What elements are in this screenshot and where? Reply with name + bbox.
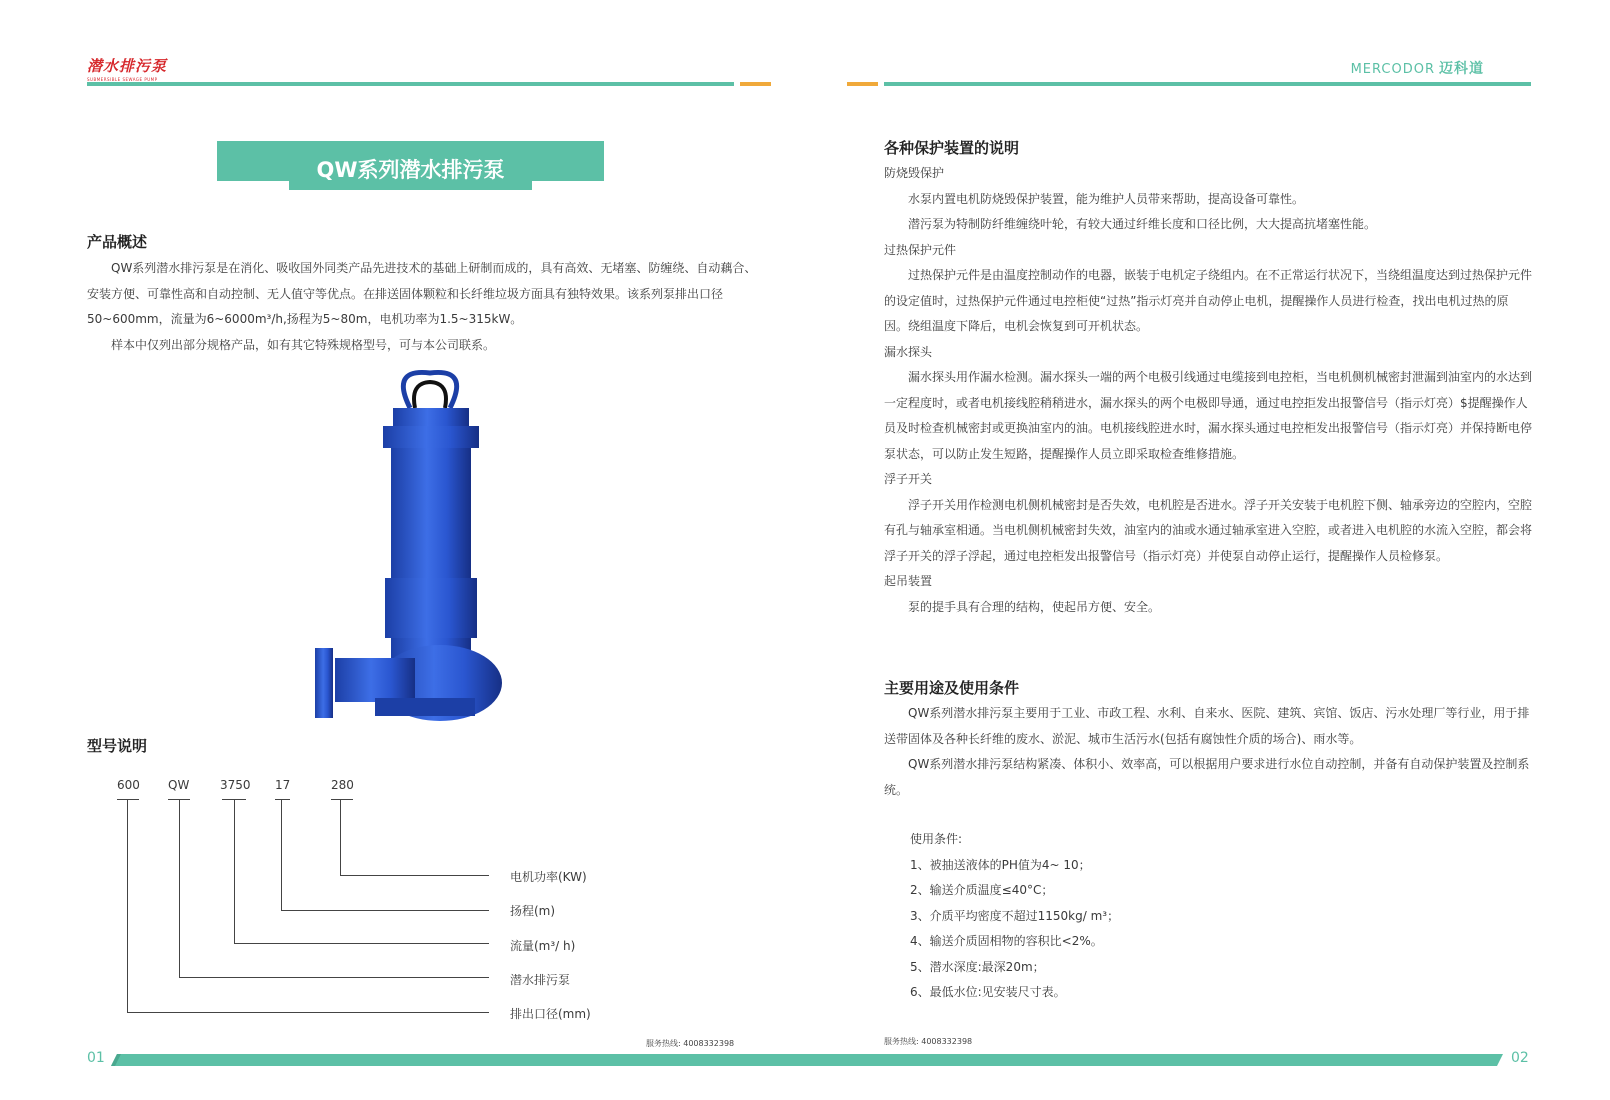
model-leader-h-diameter <box>127 1012 489 1013</box>
model-code-diameter: 600 <box>117 778 140 792</box>
logo <box>87 55 167 82</box>
model-leader-v-head <box>281 799 282 910</box>
model-label-head: 扬程(m) <box>510 904 556 918</box>
model-leader-v-power <box>340 799 341 875</box>
brand-en: MERCODOR <box>1350 62 1435 77</box>
condition-item-2: 2、输送介质温度≤40°C； <box>910 883 1054 897</box>
section-title-lifting: 起吊装置 <box>884 574 933 588</box>
lifting-paragraph: 泵的提手具有合理的结构，使起吊方便、安全。 <box>908 599 1161 614</box>
section-title-overheat: 过热保护元件 <box>884 242 957 257</box>
float-paragraph: 浮子开关用作检测电机侧机械密封是否失效，电机腔是否进水。浮子开关安装于电机腔下侧、轴承旁边的空腔内，空腔有孔与轴承室相通。当电机侧机械密封失效，油室内的油或水通过轴承室进入空腔，或者进入电机腔的水流入空腔，都会将浮子开关的浮子浮起，通过电控柜发出报警信号（指示灯亮）并使泵自动停止运行，提醒操作人员检修泵。 <box>884 497 1533 563</box>
burnout-paragraph-2: 潜污泵为特制防纤维缠绕叶轮，有较大通过纤维长度和口径比例，大大提高抗堵塞性能。 <box>908 217 1377 231</box>
model-leader-h-series <box>179 977 489 978</box>
condition-item-5: 5、潜水深度:最深20m； <box>910 959 1045 974</box>
header-rule-left <box>87 82 734 86</box>
model-leader-h-head <box>281 910 489 911</box>
protection-text <box>884 161 1532 620</box>
page-number-right: 02 <box>1511 1050 1529 1066</box>
brand <box>1351 58 1484 78</box>
footer-rule <box>111 1054 1503 1066</box>
leak-paragraph: 漏水探头用作漏水检测。漏水探头一端的两个电极引线通过电缆接到电控柜，当电机侧机械密封泄漏到油室内的水达到一定程度时，或者电机接线腔稍稍进水，漏水探头的两个电极即导通，通过电控拒发出报警信号（指示灯亮）$提醒操作人员及时检查机械密封或更换油室内的油。电机接线腔进水时，漏水探头通过电控柜发出报警信号（指示灯亮）并保持断电停泵状态，可以防止发生短路，提醒操作人员立即采取检查维修措施。 <box>884 370 1533 461</box>
model-leader-v-series <box>179 799 180 977</box>
conditions-title: 使用条件: <box>910 832 963 846</box>
condition-item-3: 3、介质平均密度不超过1150kg/ m³； <box>910 908 1120 923</box>
model-code-series: QW <box>168 778 190 792</box>
overview-heading: 产品概述 <box>87 233 148 251</box>
header-accent-right <box>847 82 878 86</box>
header-rule-right <box>884 82 1531 86</box>
usage-heading: 主要用途及使用条件 <box>884 679 1020 697</box>
model-heading: 型号说明 <box>87 737 148 755</box>
page-number-left: 01 <box>87 1050 105 1066</box>
model-underline-1 <box>117 799 139 800</box>
conditions-list <box>910 827 1530 1006</box>
overheat-paragraph: 过热保护元件是由温度控制动作的电器，嵌装于电机定子绕组内。在不正常运行状况下，当绕组温度达到过热保护元件的设定值时，过热保护元件通过电控柜使“过热”指示灯亮并自动停止电机，提醒操作人员进行检查，找出电机过热的原因。绕组温度下降后，电机会恢复到可开机状态。 <box>884 268 1533 333</box>
overview-paragraph-1: QW系列潜水排污泵是在消化、吸收国外同类产品先进技术的基础上研制而成的，具有高效、无堵塞、防缠绕、自动藕合、安装方便、可靠性高和自动控制、无人值守等优点。在排送固体颗粒和长纤维垃圾方面具有独特效果。该系列泵排出口径50~600mm，流量为6~6000m³/h,扬程为5~80m，电机功率为1.5~315kW。 <box>87 261 757 326</box>
model-leader-v-flow <box>234 799 235 943</box>
model-leader-h-flow <box>234 943 489 944</box>
model-label-power: 电机功率(KW) <box>510 870 587 884</box>
model-underline-5 <box>331 799 353 800</box>
pump-image <box>315 368 535 728</box>
logo-en: SUBMERSIBLE SEWAGE PUMP <box>87 77 158 82</box>
hotline-left: 服务热线: 4008332398 <box>646 1039 735 1048</box>
model-code-head: 17 <box>275 778 291 792</box>
model-label-series: 潜水排污泵 <box>510 973 571 987</box>
model-underline-4 <box>275 799 290 800</box>
condition-item-1: 1、被抽送液体的PH值为4~ 10； <box>910 857 1091 872</box>
burnout-paragraph-1: 水泵内置电机防烧毁保护装置，能为维护人员带来帮助，提高设备可靠性。 <box>908 191 1305 206</box>
model-label-flow: 流量(m³/ h) <box>510 939 576 953</box>
usage-paragraph-1: QW系列潜水排污泵主要用于工业、市政工程、水利、自来水、医院、建筑、宾馆、饭店、污水处理厂等行业，用于排送带固体及各种长纤维的废水、淤泥、城市生活污水(包括有腐蚀性介质的场合)、雨水等。 <box>884 706 1530 746</box>
hotline-right: 服务热线: 4008332398 <box>884 1037 973 1046</box>
overview-paragraph-2: 样本中仅列出部分规格产品，如有其它特殊规格型号，可与本公司联系。 <box>111 337 496 352</box>
section-title-float: 浮子开关 <box>884 472 933 486</box>
overview-text <box>87 256 767 358</box>
section-title-leak: 漏水探头 <box>884 344 933 359</box>
brand-cn: 迈科道 <box>1439 61 1484 77</box>
model-code-flow: 3750 <box>220 778 251 792</box>
logo-cn: 潜水排污泵 <box>87 57 168 75</box>
condition-item-6: 6、最低水位:见安装尺寸表。 <box>910 985 1066 999</box>
header-accent-left <box>740 82 771 86</box>
page-title: QW系列潜水排污泵 <box>289 150 532 190</box>
usage-paragraph-2: QW系列潜水排污泵结构紧凑、体积小、效率高，可以根据用户要求进行水位自动控制，并备有自动保护装置及控制系统。 <box>884 757 1530 797</box>
model-code-power: 280 <box>331 778 354 792</box>
protection-heading: 各种保护装置的说明 <box>884 139 1020 157</box>
model-leader-v-diameter <box>127 799 128 1012</box>
condition-item-4: 4、输送介质固相物的容积比<2%。 <box>910 934 1103 948</box>
model-label-diameter: 排出口径(mm) <box>510 1007 591 1021</box>
model-leader-h-power <box>340 875 489 876</box>
section-title-burnout: 防烧毁保护 <box>884 166 945 180</box>
usage-text <box>884 701 1532 803</box>
